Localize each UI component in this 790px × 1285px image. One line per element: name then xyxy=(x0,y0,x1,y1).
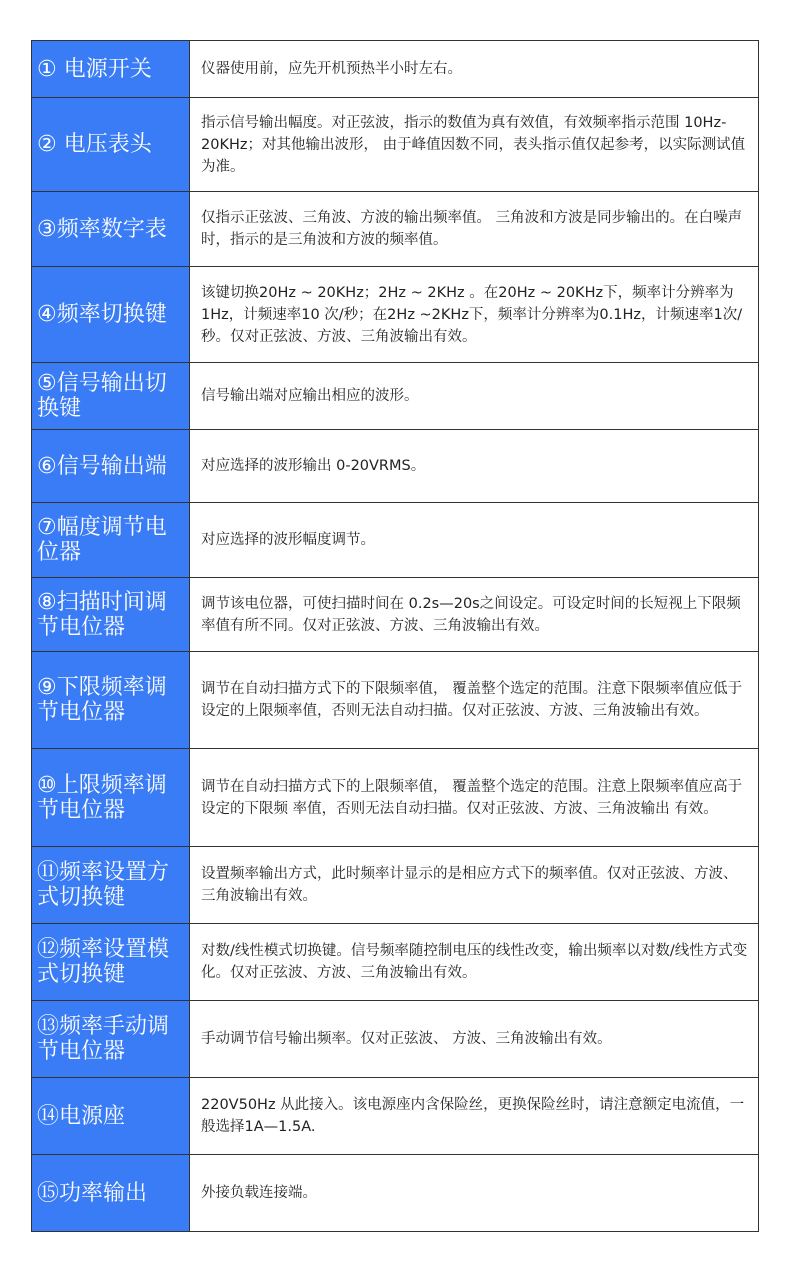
row-label: ⑩上限频率调节电位器 xyxy=(37,772,167,823)
row-label: ⑮功率输出 xyxy=(37,1180,148,1206)
row-desc-cell xyxy=(190,1001,758,1077)
row-desc-cell xyxy=(190,192,758,266)
row-label-cell xyxy=(32,98,190,191)
row-label: ⑪频率设置方式切换键 xyxy=(37,860,170,910)
table-row xyxy=(32,503,758,578)
row-label: ⑥信号输出端 xyxy=(37,453,167,479)
table-row xyxy=(32,363,758,430)
row-label-cell xyxy=(32,1078,190,1154)
row-desc: 外接负载连接端。 xyxy=(201,1185,317,1201)
row-desc-cell xyxy=(190,847,758,923)
row-desc: 调节在自动扫描方式下的下限频率值， 覆盖整个选定的范围。注意下限频率值应低于设定的上限频率值，否则无法自动扫描。仅对正弦波、方波、三角波输出有效。 xyxy=(201,681,743,719)
row-label: ⑦幅度调节电位器 xyxy=(37,515,167,565)
table-row xyxy=(32,578,758,652)
row-desc-cell xyxy=(190,1078,758,1154)
row-label-cell xyxy=(32,363,190,429)
row-label-cell xyxy=(32,41,190,97)
row-label-cell xyxy=(32,192,190,266)
row-desc-cell xyxy=(190,267,758,362)
row-desc-cell xyxy=(190,578,758,651)
row-desc-cell xyxy=(190,503,758,577)
row-desc: 调节在自动扫描方式下的上限频率值， 覆盖整个选定的范围。注意上限频率值应高于设定的下限频 率值，否则无法自动扫描。仅对正弦波、方波、三角波输出 有效。 xyxy=(201,778,743,817)
row-label: ④频率切换键 xyxy=(37,302,167,327)
row-label-cell xyxy=(32,578,190,651)
row-label-cell xyxy=(32,924,190,1000)
table-row xyxy=(32,41,758,98)
row-desc-cell xyxy=(190,924,758,1000)
row-label-cell xyxy=(32,1001,190,1077)
row-desc-cell xyxy=(190,652,758,748)
table-row xyxy=(32,924,758,1001)
table-row xyxy=(32,1078,758,1155)
row-label-cell xyxy=(32,267,190,362)
row-desc: 对数/线性模式切换键。信号频率随控制电压的线性改变，输出频率以对数/线性方式变化。仅对正弦波、方波、三角波输出有效。 xyxy=(201,943,748,981)
row-desc-cell xyxy=(190,41,758,97)
row-label: ⑬频率手动调节电位器 xyxy=(37,1014,170,1064)
row-desc: 对应选择的波形幅度调节。 xyxy=(201,532,375,548)
row-desc: 信号输出端对应输出相应的波形。 xyxy=(201,388,419,404)
table-row xyxy=(32,267,758,363)
row-label-cell xyxy=(32,749,190,846)
table-row xyxy=(32,98,758,192)
row-label: ⑤信号输出切换键 xyxy=(37,371,167,421)
table-row xyxy=(32,749,758,847)
table-row xyxy=(32,192,758,267)
row-label-cell xyxy=(32,430,190,502)
row-desc-cell xyxy=(190,1155,758,1231)
row-label: ⑫频率设置模式切换键 xyxy=(37,937,170,987)
table-row xyxy=(32,1001,758,1078)
row-label: ⑧扫描时间调节电位器 xyxy=(37,589,167,640)
row-desc: 对应选择的波形输出 0-20VRMS。 xyxy=(201,458,426,474)
row-desc: 调节该电位器，可使扫描时间在 0.2s—20s之间设定。可设定时间的长短视上下限频率值有所不同。仅对正弦波、方波、三角波输出有效。 xyxy=(201,595,741,634)
spec-table xyxy=(31,40,759,1232)
row-desc: 手动调节信号输出频率。仅对正弦波、 方波、三角波输出有效。 xyxy=(201,1031,612,1047)
row-label-cell xyxy=(32,503,190,577)
row-desc: 仪器使用前，应先开机预热半小时左右。 xyxy=(201,61,462,77)
row-desc: 仅指示正弦波、三角波、方波的输出频率值。 三角波和方波是同步输出的。在白噪声时，指示的是三角波和方波的频率值。 xyxy=(201,210,743,248)
table-row xyxy=(32,1155,758,1232)
row-desc-cell xyxy=(190,749,758,846)
row-desc: 220V50Hz 从此接入。该电源座内含保险丝，更换保险丝时，请注意额定电流值，一般选择1A—1.5A. xyxy=(201,1097,745,1135)
row-label-cell xyxy=(32,847,190,923)
row-desc-cell xyxy=(190,430,758,502)
row-label: ③频率数字表 xyxy=(37,216,167,242)
row-desc: 指示信号输出幅度。对正弦波，指示的数值为真有效值，有效频率指示范围 10Hz-20KHz；对其他输出波形， 由于峰值因数不同，表头指示值仅起参考，以实际测试值为准。 xyxy=(201,114,746,175)
table-row xyxy=(32,652,758,749)
row-desc-cell xyxy=(190,98,758,191)
row-label: ⑨下限频率调节电位器 xyxy=(37,675,167,725)
row-label-cell xyxy=(32,652,190,748)
row-label: ⑭电源座 xyxy=(37,1103,126,1129)
row-label: ① 电源开关 xyxy=(37,56,152,82)
row-label: ② 电压表头 xyxy=(37,132,152,157)
table-row xyxy=(32,847,758,924)
row-label-cell xyxy=(32,1155,190,1231)
table-row xyxy=(32,430,758,503)
row-desc: 设置频率输出方式，此时频率计显示的是相应方式下的频率值。仅对正弦波、方波、三角波输出有效。 xyxy=(201,866,738,904)
row-desc: 该键切换20Hz ~ 20KHz；2Hz ~ 2KHz 。在20Hz ~ 20KHz下，频率计分辨率为1Hz，计频速率10 次/秒；在2Hz ~2KHz下，频率计分辨率为0.1Hz，计频速率1次/秒。仅对正弦波、方波、三角波输出有效。 xyxy=(201,284,743,345)
row-desc-cell xyxy=(190,363,758,429)
